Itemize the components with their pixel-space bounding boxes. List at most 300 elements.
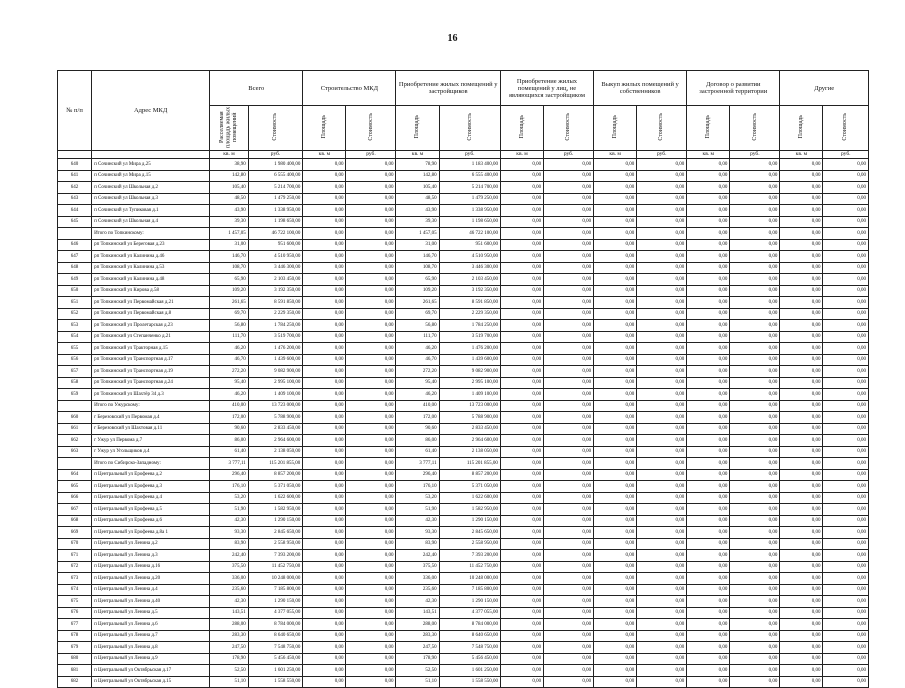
row-developer-cost: 1 479 250,00 xyxy=(439,193,500,205)
row-total-area: 46,20 xyxy=(210,389,249,401)
row-development-area: 0,00 xyxy=(687,412,730,424)
table-row xyxy=(58,607,869,619)
row-development-area: 0,00 xyxy=(687,665,730,677)
row-buyout-area: 0,00 xyxy=(594,239,637,251)
row-number: 642 xyxy=(58,182,92,194)
row-construction-cost: 0,00 xyxy=(346,676,396,688)
row-total-area: 142,80 xyxy=(210,170,249,182)
row-developer-area: 178,90 xyxy=(396,653,439,665)
row-developer-cost: 1 622 600,00 xyxy=(439,492,500,504)
subheader-area: Площадь xyxy=(500,106,543,151)
row-development-area: 0,00 xyxy=(687,320,730,332)
row-total-cost: 1 439 600,00 xyxy=(248,354,303,366)
row-construction-area: 0,00 xyxy=(303,366,346,378)
table-row xyxy=(58,504,869,516)
table-body xyxy=(58,159,869,688)
unit-area: кв. м xyxy=(210,151,249,159)
row-construction-cost: 0,00 xyxy=(346,354,396,366)
row-number: 655 xyxy=(58,343,92,355)
row-developer-area: 78,90 xyxy=(396,159,439,171)
row-developer-area: 65,90 xyxy=(396,274,439,286)
table-row xyxy=(58,481,869,493)
row-buyout-area: 0,00 xyxy=(594,343,637,355)
row-development-cost: 0,00 xyxy=(730,193,780,205)
row-total-cost: 7 548 750,00 xyxy=(248,642,303,654)
row-address: п Центральный ул Октябрьская д.17 xyxy=(92,665,210,677)
row-nondeveloper-cost: 0,00 xyxy=(544,389,594,401)
row-construction-cost: 0,00 xyxy=(346,458,396,470)
row-total-cost: 1 338 950,00 xyxy=(248,205,303,217)
row-total-area: 235,60 xyxy=(210,584,249,596)
row-developer-cost: 1 439 600,00 xyxy=(439,354,500,366)
table-row xyxy=(58,377,869,389)
row-other-area: 0,00 xyxy=(780,308,823,320)
row-buyout-area: 0,00 xyxy=(594,653,637,665)
row-buyout-area: 0,00 xyxy=(594,642,637,654)
row-total-area: 336,00 xyxy=(210,573,249,585)
row-other-cost: 0,00 xyxy=(823,458,869,470)
row-nondeveloper-cost: 0,00 xyxy=(544,377,594,389)
row-development-area: 0,00 xyxy=(687,343,730,355)
row-nondeveloper-cost: 0,00 xyxy=(544,584,594,596)
row-total-cost: 9 082 900,00 xyxy=(248,366,303,378)
row-developer-cost: 8 591 850,00 xyxy=(439,297,500,309)
row-buyout-area: 0,00 xyxy=(594,458,637,470)
row-address: г Ужур ул Угольщиков д.4 xyxy=(92,446,210,458)
row-other-area: 0,00 xyxy=(780,435,823,447)
row-buyout-cost: 0,00 xyxy=(637,193,687,205)
row-development-cost: 0,00 xyxy=(730,228,780,240)
row-number: 678 xyxy=(58,630,92,642)
row-construction-cost: 0,00 xyxy=(346,193,396,205)
row-construction-cost: 0,00 xyxy=(346,619,396,631)
row-address: п Сочинский ул Мира д.15 xyxy=(92,170,210,182)
row-developer-area: 93,30 xyxy=(396,527,439,539)
row-other-cost: 0,00 xyxy=(823,193,869,205)
row-developer-cost: 46 722 100,00 xyxy=(439,228,500,240)
subheader-cost: Стоимость xyxy=(439,106,500,151)
row-development-cost: 0,00 xyxy=(730,584,780,596)
row-address: п Сочинский ул Тупиковая д.1 xyxy=(92,205,210,217)
row-developer-area: 283,30 xyxy=(396,630,439,642)
row-nondeveloper-area: 0,00 xyxy=(500,642,543,654)
row-number: 672 xyxy=(58,561,92,573)
row-development-cost: 0,00 xyxy=(730,446,780,458)
row-total-area: 176,10 xyxy=(210,481,249,493)
row-buyout-area: 0,00 xyxy=(594,159,637,171)
row-developer-area: 53,20 xyxy=(396,492,439,504)
row-nondeveloper-area: 0,00 xyxy=(500,653,543,665)
row-other-cost: 0,00 xyxy=(823,435,869,447)
row-buyout-cost: 0,00 xyxy=(637,205,687,217)
row-development-cost: 0,00 xyxy=(730,423,780,435)
row-construction-area: 0,00 xyxy=(303,561,346,573)
row-other-area: 0,00 xyxy=(780,285,823,297)
row-total-cost: 7 185 800,00 xyxy=(248,584,303,596)
row-buyout-area: 0,00 xyxy=(594,297,637,309)
row-development-cost: 0,00 xyxy=(730,354,780,366)
row-developer-cost: 1 601 250,00 xyxy=(439,665,500,677)
row-address: п Центральный ул Ленина д.9 xyxy=(92,653,210,665)
row-other-area: 0,00 xyxy=(780,274,823,286)
row-number: 663 xyxy=(58,446,92,458)
row-number: 645 xyxy=(58,216,92,228)
row-buyout-area: 0,00 xyxy=(594,354,637,366)
row-buyout-cost: 0,00 xyxy=(637,492,687,504)
row-total-cost: 4 510 950,00 xyxy=(248,251,303,263)
row-nondeveloper-area: 0,00 xyxy=(500,550,543,562)
row-developer-area: 48,50 xyxy=(396,193,439,205)
row-developer-area: 111,70 xyxy=(396,331,439,343)
row-buyout-cost: 0,00 xyxy=(637,389,687,401)
table-row xyxy=(58,354,869,366)
row-development-area: 0,00 xyxy=(687,205,730,217)
row-development-area: 0,00 xyxy=(687,285,730,297)
row-total-area: 90,60 xyxy=(210,423,249,435)
row-other-area: 0,00 xyxy=(780,573,823,585)
row-development-area: 0,00 xyxy=(687,400,730,412)
row-address: п Центральный ул Ленина д.6 xyxy=(92,619,210,631)
row-developer-area: 146,70 xyxy=(396,251,439,263)
subheader-cost: Стоимость xyxy=(544,106,594,151)
unit-area: кв. м xyxy=(303,151,346,159)
row-total-area: 108,70 xyxy=(210,262,249,274)
row-nondeveloper-area: 0,00 xyxy=(500,205,543,217)
unit-area: кв. м xyxy=(687,151,730,159)
subheader-area: Площадь xyxy=(303,106,346,151)
row-construction-cost: 0,00 xyxy=(346,239,396,251)
table-row xyxy=(58,573,869,585)
row-developer-cost: 2 845 650,00 xyxy=(439,527,500,539)
row-developer-area: 375,50 xyxy=(396,561,439,573)
row-construction-cost: 0,00 xyxy=(346,642,396,654)
row-development-area: 0,00 xyxy=(687,228,730,240)
table-row xyxy=(58,366,869,378)
row-other-area: 0,00 xyxy=(780,366,823,378)
row-development-area: 0,00 xyxy=(687,262,730,274)
row-other-cost: 0,00 xyxy=(823,538,869,550)
units-blank xyxy=(58,151,92,159)
row-developer-cost: 1 338 950,00 xyxy=(439,205,500,217)
row-other-area: 0,00 xyxy=(780,561,823,573)
row-number: 671 xyxy=(58,550,92,562)
row-development-cost: 0,00 xyxy=(730,377,780,389)
row-construction-area: 0,00 xyxy=(303,584,346,596)
row-developer-area: 83,90 xyxy=(396,538,439,550)
row-buyout-cost: 0,00 xyxy=(637,412,687,424)
row-development-cost: 0,00 xyxy=(730,366,780,378)
row-total-area: 272,20 xyxy=(210,366,249,378)
row-construction-area: 0,00 xyxy=(303,619,346,631)
row-other-area: 0,00 xyxy=(780,389,823,401)
row-developer-area: 52,50 xyxy=(396,665,439,677)
row-other-cost: 0,00 xyxy=(823,320,869,332)
row-developer-cost: 4 377 055,00 xyxy=(439,607,500,619)
row-total-area: 48,50 xyxy=(210,193,249,205)
row-buyout-cost: 0,00 xyxy=(637,297,687,309)
row-nondeveloper-area: 0,00 xyxy=(500,573,543,585)
col-number-header: № п/п xyxy=(58,71,92,151)
row-buyout-area: 0,00 xyxy=(594,274,637,286)
row-nondeveloper-area: 0,00 xyxy=(500,308,543,320)
row-number: 641 xyxy=(58,170,92,182)
row-buyout-cost: 0,00 xyxy=(637,642,687,654)
row-number: 676 xyxy=(58,607,92,619)
row-other-area: 0,00 xyxy=(780,400,823,412)
row-buyout-cost: 0,00 xyxy=(637,274,687,286)
row-construction-cost: 0,00 xyxy=(346,504,396,516)
row-nondeveloper-area: 0,00 xyxy=(500,262,543,274)
row-developer-area: 108,70 xyxy=(396,262,439,274)
row-development-cost: 0,00 xyxy=(730,492,780,504)
row-other-area: 0,00 xyxy=(780,653,823,665)
row-nondeveloper-cost: 0,00 xyxy=(544,274,594,286)
row-development-cost: 0,00 xyxy=(730,389,780,401)
group-header-construction: Строительство МКД xyxy=(303,71,396,106)
row-total-area: 93,30 xyxy=(210,527,249,539)
row-construction-cost: 0,00 xyxy=(346,297,396,309)
row-address: г Березовский ул Первомая д.4 xyxy=(92,412,210,424)
row-number xyxy=(58,400,92,412)
row-development-area: 0,00 xyxy=(687,469,730,481)
row-nondeveloper-area: 0,00 xyxy=(500,159,543,171)
row-development-cost: 0,00 xyxy=(730,308,780,320)
row-buyout-cost: 0,00 xyxy=(637,469,687,481)
row-other-cost: 0,00 xyxy=(823,228,869,240)
row-construction-area: 0,00 xyxy=(303,193,346,205)
row-developer-cost: 2 833 450,00 xyxy=(439,423,500,435)
row-total-cost: 1 409 100,00 xyxy=(248,389,303,401)
row-address: п Центральный ул Ерофеева д.6 xyxy=(92,515,210,527)
row-development-area: 0,00 xyxy=(687,423,730,435)
row-other-cost: 0,00 xyxy=(823,412,869,424)
row-total-cost: 1 198 650,00 xyxy=(248,216,303,228)
row-construction-cost: 0,00 xyxy=(346,366,396,378)
row-nondeveloper-area: 0,00 xyxy=(500,515,543,527)
row-nondeveloper-cost: 0,00 xyxy=(544,331,594,343)
row-other-cost: 0,00 xyxy=(823,343,869,355)
row-other-cost: 0,00 xyxy=(823,630,869,642)
row-address: рп Топкинский ул Калинина д.46 xyxy=(92,251,210,263)
row-construction-cost: 0,00 xyxy=(346,653,396,665)
row-total-area: 83,90 xyxy=(210,538,249,550)
col-address-header: Адрес МКД xyxy=(92,71,210,151)
row-address: п Центральный ул Ленина д.8 xyxy=(92,642,210,654)
row-developer-cost: 1 183 400,00 xyxy=(439,159,500,171)
row-address: п Сочинский ул Мира д.25 xyxy=(92,159,210,171)
row-development-area: 0,00 xyxy=(687,354,730,366)
subheader-area: Площадь xyxy=(396,106,439,151)
row-nondeveloper-cost: 0,00 xyxy=(544,297,594,309)
row-construction-area: 0,00 xyxy=(303,320,346,332)
row-address: п Центральный ул Ленина д.4 xyxy=(92,584,210,596)
row-construction-area: 0,00 xyxy=(303,492,346,504)
row-construction-area: 0,00 xyxy=(303,676,346,688)
row-development-cost: 0,00 xyxy=(730,205,780,217)
row-construction-area: 0,00 xyxy=(303,182,346,194)
row-developer-cost: 5 788 900,00 xyxy=(439,412,500,424)
row-construction-area: 0,00 xyxy=(303,481,346,493)
row-developer-cost: 1 290 150,00 xyxy=(439,515,500,527)
row-buyout-area: 0,00 xyxy=(594,366,637,378)
row-other-area: 0,00 xyxy=(780,550,823,562)
row-developer-area: 336,00 xyxy=(396,573,439,585)
table-row xyxy=(58,653,869,665)
row-nondeveloper-cost: 0,00 xyxy=(544,262,594,274)
row-developer-cost: 5 214 700,00 xyxy=(439,182,500,194)
subheader-area: Площадь xyxy=(687,106,730,151)
row-address: рп Топкинский ул Транспортная д.19 xyxy=(92,366,210,378)
row-total-cost: 1 601 250,00 xyxy=(248,665,303,677)
row-nondeveloper-cost: 0,00 xyxy=(544,228,594,240)
row-other-area: 0,00 xyxy=(780,331,823,343)
row-buyout-area: 0,00 xyxy=(594,262,637,274)
row-nondeveloper-area: 0,00 xyxy=(500,446,543,458)
row-nondeveloper-area: 0,00 xyxy=(500,538,543,550)
row-other-cost: 0,00 xyxy=(823,377,869,389)
row-buyout-cost: 0,00 xyxy=(637,515,687,527)
row-other-area: 0,00 xyxy=(780,527,823,539)
row-buyout-cost: 0,00 xyxy=(637,285,687,297)
row-buyout-area: 0,00 xyxy=(594,596,637,608)
unit-area: кв. м xyxy=(500,151,543,159)
table-row xyxy=(58,550,869,562)
row-number: 674 xyxy=(58,584,92,596)
row-total-area: 146,70 xyxy=(210,251,249,263)
row-nondeveloper-area: 0,00 xyxy=(500,239,543,251)
row-nondeveloper-cost: 0,00 xyxy=(544,504,594,516)
row-development-cost: 0,00 xyxy=(730,343,780,355)
row-total-cost: 2 229 350,00 xyxy=(248,308,303,320)
row-construction-cost: 0,00 xyxy=(346,469,396,481)
row-address: рп Топкинский ул Транспортная д.17 xyxy=(92,354,210,366)
row-address: п Центральный ул Ерофеева д.5 xyxy=(92,504,210,516)
row-construction-area: 0,00 xyxy=(303,228,346,240)
row-nondeveloper-cost: 0,00 xyxy=(544,665,594,677)
row-construction-cost: 0,00 xyxy=(346,389,396,401)
row-developer-area: 142,80 xyxy=(396,170,439,182)
row-nondeveloper-cost: 0,00 xyxy=(544,170,594,182)
row-buyout-cost: 0,00 xyxy=(637,239,687,251)
row-other-cost: 0,00 xyxy=(823,297,869,309)
row-construction-cost: 0,00 xyxy=(346,308,396,320)
row-nondeveloper-area: 0,00 xyxy=(500,584,543,596)
row-other-area: 0,00 xyxy=(780,607,823,619)
row-development-cost: 0,00 xyxy=(730,239,780,251)
row-development-area: 0,00 xyxy=(687,676,730,688)
row-developer-area: 1 457,05 xyxy=(396,228,439,240)
row-address: рп Топкинский ул Первомайская д.21 xyxy=(92,297,210,309)
row-developer-cost: 7 185 800,00 xyxy=(439,584,500,596)
row-development-cost: 0,00 xyxy=(730,320,780,332)
row-nondeveloper-cost: 0,00 xyxy=(544,573,594,585)
row-number: 650 xyxy=(58,285,92,297)
row-construction-cost: 0,00 xyxy=(346,377,396,389)
row-developer-cost: 3 192 350,00 xyxy=(439,285,500,297)
row-nondeveloper-cost: 0,00 xyxy=(544,320,594,332)
row-development-cost: 0,00 xyxy=(730,262,780,274)
row-buyout-cost: 0,00 xyxy=(637,458,687,470)
row-construction-cost: 0,00 xyxy=(346,320,396,332)
group-header-other: Другие xyxy=(780,71,869,106)
row-developer-area: 46,70 xyxy=(396,354,439,366)
row-nondeveloper-cost: 0,00 xyxy=(544,412,594,424)
row-development-area: 0,00 xyxy=(687,435,730,447)
table-row xyxy=(58,561,869,573)
row-address: рп Топкинский ул Калинина д.53 xyxy=(92,262,210,274)
row-construction-area: 0,00 xyxy=(303,458,346,470)
row-total-cost: 1 290 150,00 xyxy=(248,596,303,608)
table-row xyxy=(58,665,869,677)
unit-rub: руб. xyxy=(346,151,396,159)
row-buyout-area: 0,00 xyxy=(594,320,637,332)
row-construction-area: 0,00 xyxy=(303,435,346,447)
row-developer-area: 105,40 xyxy=(396,182,439,194)
unit-rub: руб. xyxy=(823,151,869,159)
row-buyout-area: 0,00 xyxy=(594,676,637,688)
row-nondeveloper-cost: 0,00 xyxy=(544,676,594,688)
row-total-cost: 11 452 750,00 xyxy=(248,561,303,573)
row-other-cost: 0,00 xyxy=(823,527,869,539)
row-number: 668 xyxy=(58,515,92,527)
row-nondeveloper-area: 0,00 xyxy=(500,331,543,343)
row-total-area: 51,90 xyxy=(210,504,249,516)
row-developer-cost: 2 103 450,00 xyxy=(439,274,500,286)
row-buyout-cost: 0,00 xyxy=(637,182,687,194)
row-nondeveloper-area: 0,00 xyxy=(500,492,543,504)
row-other-cost: 0,00 xyxy=(823,366,869,378)
row-construction-cost: 0,00 xyxy=(346,538,396,550)
row-developer-cost: 951 600,00 xyxy=(439,239,500,251)
row-total-cost: 3 519 700,00 xyxy=(248,331,303,343)
row-total-cost: 1 582 950,00 xyxy=(248,504,303,516)
row-construction-area: 0,00 xyxy=(303,389,346,401)
row-buyout-cost: 0,00 xyxy=(637,596,687,608)
row-developer-area: 61,40 xyxy=(396,446,439,458)
row-development-cost: 0,00 xyxy=(730,251,780,263)
row-nondeveloper-area: 0,00 xyxy=(500,377,543,389)
row-buyout-area: 0,00 xyxy=(594,412,637,424)
row-development-area: 0,00 xyxy=(687,527,730,539)
row-total-cost: 1 290 150,00 xyxy=(248,515,303,527)
row-other-cost: 0,00 xyxy=(823,216,869,228)
row-number: 664 xyxy=(58,469,92,481)
row-other-area: 0,00 xyxy=(780,619,823,631)
row-address: п Центральный ул Ерофеева д.3 xyxy=(92,481,210,493)
row-developer-area: 109,20 xyxy=(396,285,439,297)
row-buyout-area: 0,00 xyxy=(594,469,637,481)
row-construction-cost: 0,00 xyxy=(346,170,396,182)
row-development-cost: 0,00 xyxy=(730,285,780,297)
row-total-cost: 5 456 450,00 xyxy=(248,653,303,665)
row-development-cost: 0,00 xyxy=(730,596,780,608)
row-buyout-cost: 0,00 xyxy=(637,481,687,493)
subheader-cost: Стоимость xyxy=(346,106,396,151)
row-buyout-cost: 0,00 xyxy=(637,251,687,263)
table-row xyxy=(58,584,869,596)
table-row xyxy=(58,435,869,447)
row-development-area: 0,00 xyxy=(687,653,730,665)
row-other-area: 0,00 xyxy=(780,262,823,274)
table-row xyxy=(58,193,869,205)
row-construction-area: 0,00 xyxy=(303,285,346,297)
row-address: Итого по Топкинскому: xyxy=(92,228,210,240)
row-other-area: 0,00 xyxy=(780,193,823,205)
row-address: п Центральный ул Октябрьская д.15 xyxy=(92,676,210,688)
row-construction-area: 0,00 xyxy=(303,239,346,251)
row-developer-area: 46,20 xyxy=(396,389,439,401)
row-nondeveloper-area: 0,00 xyxy=(500,320,543,332)
